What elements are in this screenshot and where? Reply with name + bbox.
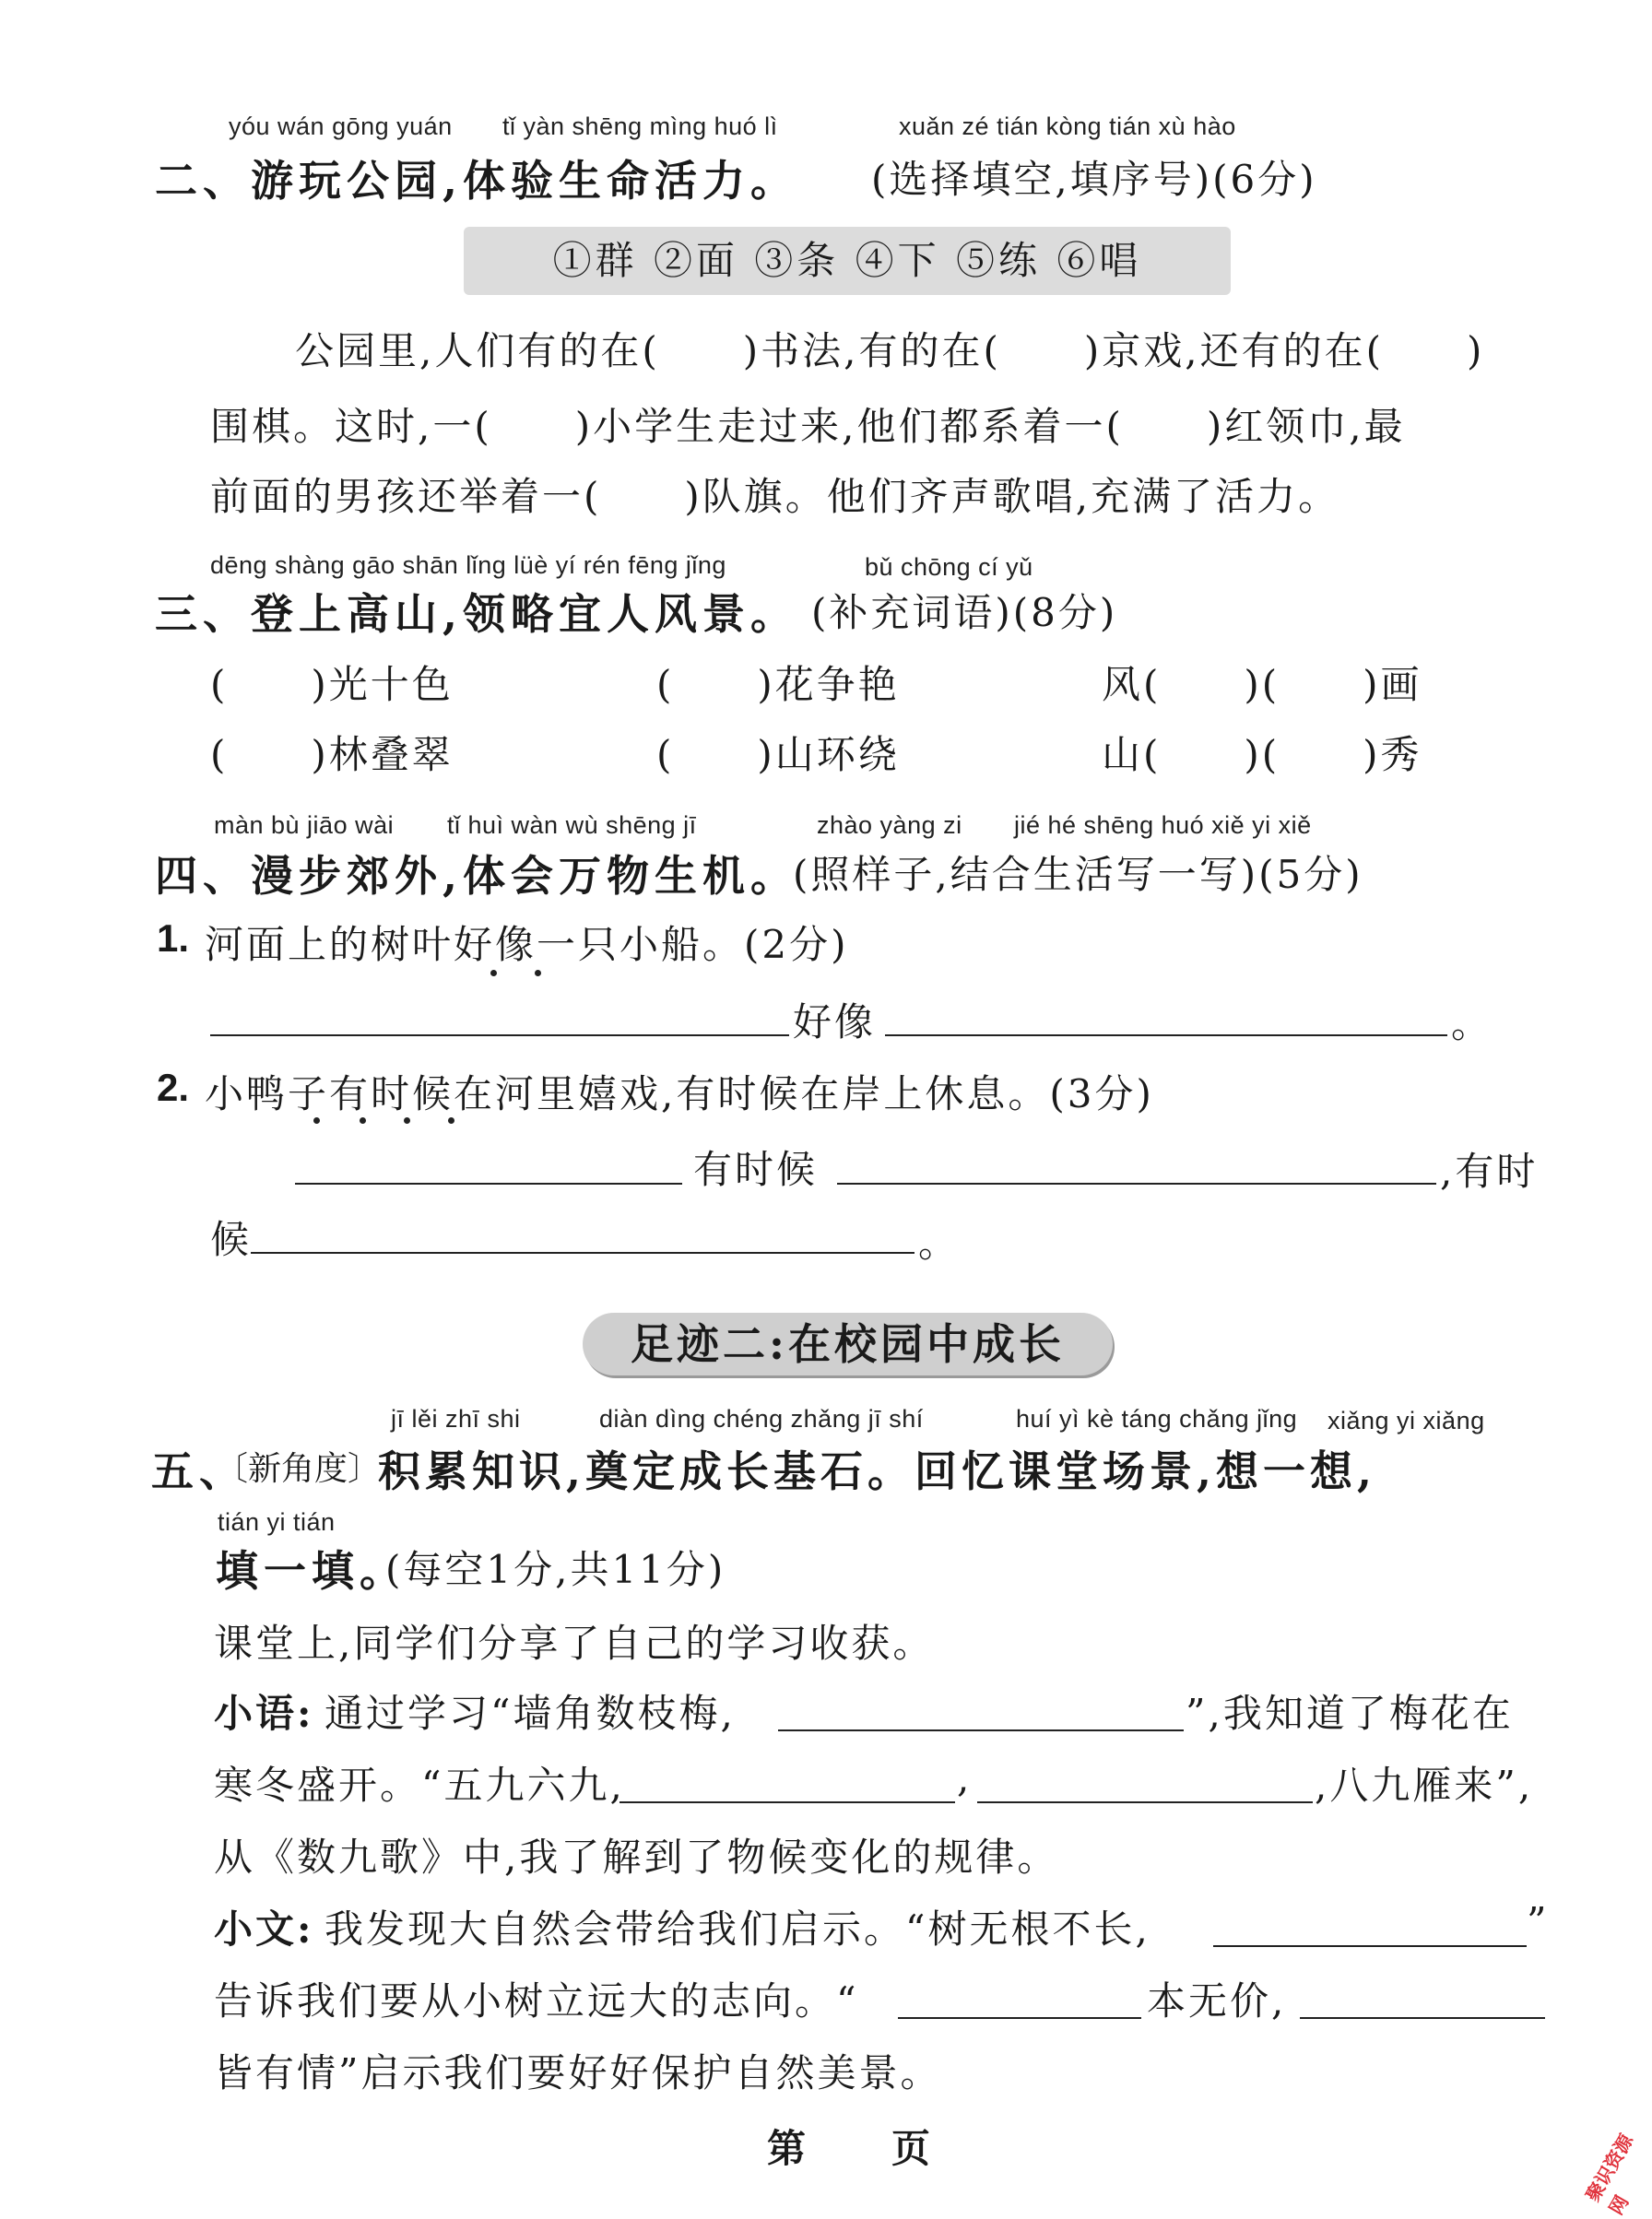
pinyin-sec2-a: yóu wán gōng yuán — [229, 112, 453, 140]
answer-line-q1-a[interactable] — [210, 1034, 789, 1036]
pinyin-sec3-b: bǔ chōng cí yǔ — [865, 553, 1033, 581]
section-2-paragraph-line-3: 前面的男孩还举着一( )队旗。他们齐声歌唱,充满了活力。 — [210, 474, 1340, 519]
word-options: ①群 ②面 ③条 ④下 ⑤练 ⑥唱 — [552, 238, 1142, 283]
question-2-connector: 有时候 — [693, 1147, 819, 1192]
pinyin-sec5-a: jī lěi zhī shi — [391, 1405, 521, 1433]
pinyin-sec4-c: zhào yàng zi — [817, 811, 962, 839]
xiaowen-line-1a: 我发现大自然会带给我们启示。“树无根不长, — [324, 1906, 1150, 1952]
pinyin-sec5-e: tián yi tián — [218, 1508, 336, 1536]
xiaoyu-line-1b: ”,我知道了梅花在 — [1186, 1691, 1514, 1736]
pinyin-sec5-b: diàn dìng chéng zhǎng jī shí — [599, 1405, 924, 1433]
section-banner — [583, 1313, 1113, 1375]
answer-line-jiujiu-2[interactable] — [977, 1801, 1313, 1803]
word-options-box — [464, 227, 1231, 295]
section-5-label: 五、 — [151, 1446, 247, 1496]
xiaoyu-line-2a: 寒冬盛开。“五九六九, — [214, 1763, 625, 1808]
emphasis-dot — [535, 970, 541, 976]
pinyin-sec5-c: huí yì kè táng chǎng jǐng — [1016, 1405, 1298, 1433]
pinyin-sec4-b: tǐ huì wàn wù shēng jī — [447, 811, 697, 839]
xiaowen-line-3: 皆有情”启示我们要好好保护自然美景。 — [214, 2050, 942, 2095]
pinyin-sec2-c: xuǎn zé tián kòng tián xù hào — [899, 112, 1236, 140]
question-2-connector-cont: 候 — [210, 1217, 253, 1262]
idiom-blank-5: ( )山环绕 — [656, 732, 900, 777]
emphasis-dot — [490, 970, 497, 976]
answer-line-q2-c[interactable] — [251, 1252, 914, 1254]
emphasis-dot — [404, 1117, 410, 1124]
pinyin-sec5-d: xiǎng yi xiǎng — [1328, 1407, 1485, 1434]
watermark-stamp: 聚识资源网 — [1581, 2130, 1638, 2219]
section-banner-text: 足迹二:在校园中成长 — [631, 1319, 1065, 1369]
idiom-blank-2: ( )花争艳 — [656, 662, 900, 707]
answer-line-jiujiu-1[interactable] — [620, 1801, 955, 1803]
idiom-blank-6: 山( )( )秀 — [1102, 732, 1422, 777]
section-5-intro: 课堂上,同学们分享了自己的学习收获。 — [214, 1621, 935, 1666]
question-2-connector-tail: ,有时 — [1440, 1149, 1539, 1194]
answer-line-scenery-2[interactable] — [1300, 2017, 1545, 2019]
section-2-paragraph-line-1: 公园里,人们有的在( )书法,有的在( )京戏,还有的在( ) — [295, 328, 1485, 373]
section-5-title: 积累知识,奠定成长基石。回忆课堂场景,想一想, — [378, 1446, 1377, 1496]
xiaowen-line-1b: ” — [1527, 1899, 1550, 1944]
question-2-example: 小鸭子有时候在河里嬉戏,有时候在岸上休息。(3分) — [205, 1071, 1154, 1116]
idiom-blank-4: ( )林叠翠 — [210, 732, 454, 777]
answer-line-proverb[interactable] — [1213, 1945, 1527, 1947]
question-1-example: 河面上的树叶好像一只小船。(2分) — [205, 922, 849, 967]
page-number-label: 第 页 — [767, 2126, 934, 2171]
section-5-instruction: (每空1分,共11分) — [385, 1547, 726, 1592]
section-2-instruction: (选择填空,填序号)(6分) — [871, 157, 1317, 202]
answer-line-q2-b[interactable] — [837, 1183, 1436, 1185]
pinyin-sec4-a: màn bù jiāo wài — [214, 811, 395, 839]
section-5-title-cont: 填一填。 — [216, 1546, 407, 1596]
answer-line-scenery[interactable] — [898, 2017, 1141, 2019]
question-1-connector: 好像 — [793, 999, 877, 1045]
xiaoyu-line-2b: , — [957, 1755, 973, 1800]
answer-line-q1-b[interactable] — [885, 1034, 1447, 1036]
xiaoyu-line-3: 从《数九歌》中,我了解到了物候变化的规律。 — [214, 1835, 1059, 1880]
xiaoyu-line-2c: ,八九雁来”, — [1315, 1763, 1534, 1808]
question-2-period: 。 — [918, 1221, 961, 1266]
section-2-paragraph-line-2: 围棋。这时,一( )小学生走过来,他们都系着一( )红领巾,最 — [210, 404, 1406, 449]
emphasis-dot — [313, 1117, 320, 1124]
section-3-instruction: (补充词语)(8分) — [811, 590, 1118, 635]
question-1-period: 。 — [1451, 1001, 1493, 1046]
section-5-tag: 〔新角度〕 — [215, 1450, 382, 1488]
xiaowen-line-2a: 告诉我们要从小树立远大的志向。“ — [214, 1978, 859, 2024]
answer-line-q2-a[interactable] — [295, 1183, 682, 1185]
pinyin-sec4-d: jié hé shēng huó xiě yi xiě — [1014, 811, 1312, 839]
xiaoyu-line-1a: 通过学习“墙角数枝梅, — [324, 1691, 736, 1736]
answer-line-poem[interactable] — [778, 1729, 1184, 1731]
idiom-blank-1: ( )光十色 — [210, 662, 454, 707]
pinyin-sec3-a: dēng shàng gāo shān lǐng lüè yí rén fēng jǐng — [210, 551, 726, 579]
section-2-title: 二、游玩公园,体验生命活力。 — [155, 156, 799, 206]
emphasis-dot — [448, 1117, 454, 1124]
section-3-title: 三、登上高山,领略宜人风景。 — [155, 589, 799, 639]
emphasis-dot — [360, 1117, 366, 1124]
speaker-xiaoyu: 小语: — [214, 1691, 314, 1736]
question-1-number: 1. — [157, 916, 190, 960]
section-4-title: 四、漫步郊外,体会万物生机。 — [155, 851, 799, 901]
section-4-instruction: (照样子,结合生活写一写)(5分) — [793, 852, 1363, 897]
idiom-blank-3: 风( )( )画 — [1102, 662, 1422, 707]
xiaowen-line-2b: 本无价, — [1147, 1978, 1287, 2024]
speaker-xiaowen: 小文: — [214, 1906, 314, 1952]
question-2-number: 2. — [157, 1066, 190, 1109]
pinyin-sec2-b: tǐ yàn shēng mìng huó lì — [502, 112, 778, 140]
